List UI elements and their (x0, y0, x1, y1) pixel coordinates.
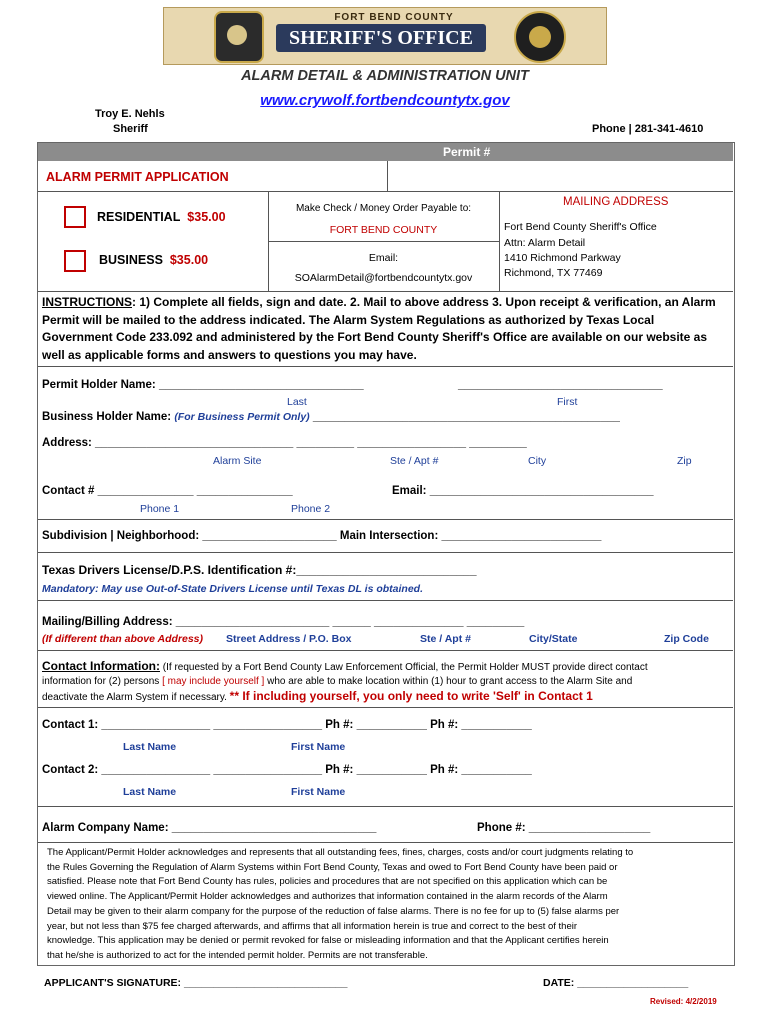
office-title: SHERIFF'S OFFICE (276, 24, 486, 52)
payable-to: FORT BEND COUNTY (329, 224, 438, 236)
badge-left-icon (214, 11, 264, 63)
street-caption: Street Address / P.O. Box (226, 633, 352, 645)
phone2-caption: Phone 2 (291, 503, 331, 515)
mailing-address-title: MAILING ADDRESS (563, 196, 669, 208)
header-banner (163, 7, 607, 65)
office-email[interactable]: SOAlarmDetail@fortbendcountytx.gov (294, 272, 473, 284)
revised-date: Revised: 4/2/2019 (650, 997, 717, 1006)
mailing-billing-field[interactable]: Mailing/Billing Address: ________________________ ______ ______________ _________ (42, 616, 525, 628)
unit-title: ALARM DETAIL & ADMINISTRATION UNIT (241, 68, 529, 84)
instructions-label: INSTRUCTIONS (42, 295, 132, 309)
zip-caption: Zip (677, 455, 692, 467)
phone1-caption: Phone 1 (140, 503, 180, 515)
permit-number-label: Permit # (443, 145, 491, 159)
contact1-first-caption: First Name (291, 741, 346, 753)
instructions: INSTRUCTIONS: 1) Complete all fields, sign and date. 2. Mail to above address 3. Upon receipt & verification, an Alarm Permit will be mailed to the address indicated. The Alarm System Regulations as authorized by Texas Local Government Code 233.092 and administered by the Fort Bend County Sheriff's Office are available on our website as well as applicable forms and answers to questions you may have. (42, 295, 716, 362)
date-field[interactable]: DATE: ___________________ (543, 977, 689, 989)
business-checkbox[interactable] (64, 250, 86, 272)
mailing-line-4: Richmond, TX 77469 (504, 267, 603, 279)
sheriff-title: Sheriff (113, 123, 148, 135)
email-label: Email: (368, 252, 399, 264)
contact2-first-caption: First Name (291, 786, 346, 798)
contact2-field[interactable]: Contact 2: _________________ _________________ Ph #: ___________ Ph #: ___________ (42, 764, 532, 776)
city-state-caption: City/State (529, 633, 578, 645)
contact-number-field[interactable]: Contact # _______________ _______________ (42, 485, 293, 497)
mailing-line-2: Attn: Alarm Detail (504, 237, 586, 249)
permit-holder-field[interactable]: Permit Holder Name: ________________________________ (42, 379, 364, 391)
contact-info-text: Contact Information: (If requested by a Fort Bend County Law Enforcement Official, the Permit Holder MUST provide direct contact information for (2) persons [ may include yourself ] who are able to make location within (1) hour to grant access to the Alarm Site and deactivate the Alarm System if necessary. ** If including yourself, you only need to write 'Self' in Contact 1 (42, 659, 648, 703)
mailing-line-3: 1410 Richmond Parkway (504, 252, 621, 264)
drivers-license-note: Mandatory: May use Out-of-State Drivers License until Texas DL is obtained. (42, 583, 423, 595)
business-holder-field[interactable]: Business Holder Name: (For Business Permit Only) ________________________________________________ (42, 411, 620, 423)
alarm-company-phone-field[interactable]: Phone #: ___________________ (477, 822, 651, 834)
mailing-note: (If different than above Address) (42, 633, 204, 645)
county-label: FORT BEND COUNTY (334, 12, 454, 23)
residential-label: RESIDENTIAL $35.00 (97, 210, 226, 224)
mailing-ste-caption: Ste / Apt # (420, 633, 471, 645)
alarm-site-caption: Alarm Site (213, 455, 262, 467)
subdivision-field[interactable]: Subdivision | Neighborhood: _____________________ Main Intersection: _________________________ (42, 530, 602, 542)
first-caption: First (557, 396, 578, 408)
city-caption: City (528, 455, 547, 467)
contact1-last-caption: Last Name (123, 741, 177, 753)
permit-holder-first-field[interactable]: ________________________________ (458, 379, 663, 391)
alarm-company-field[interactable]: Alarm Company Name: ________________________________ (42, 822, 377, 834)
zip-code-caption: Zip Code (664, 633, 709, 645)
last-caption: Last (287, 396, 307, 408)
permit-bar (38, 143, 733, 161)
contact2-last-caption: Last Name (123, 786, 177, 798)
holder-email-field[interactable]: Email: ___________________________________ (392, 485, 654, 497)
payable-label: Make Check / Money Order Payable to: (295, 203, 472, 214)
ste-apt-caption: Ste / Apt # (390, 455, 439, 467)
website-link[interactable]: www.crywolf.fortbendcountytx.gov (260, 92, 510, 109)
application-title: ALARM PERMIT APPLICATION (46, 170, 229, 184)
business-label: BUSINESS $35.00 (99, 253, 209, 267)
office-phone: Phone | 281-341-4610 (592, 123, 704, 135)
address-field[interactable]: Address: _______________________________ _________ _________________ _________ (42, 437, 527, 449)
seal-right-icon (514, 11, 566, 63)
acknowledgement-text: The Applicant/Permit Holder acknowledges and represents that all outstanding fees, fines, charges, costs and/or court judgments relating to the Rules Governing the Regulation of Alarm Systems within Fort Bend County, Texas and owed to Fort Bend County have been paid or satisfied. Please note that Fort Bend County has rules, policies and procedures that are not specified on this application which can be viewed online. The Applicant/Permit Holder acknowledges and authorizes that information contained in the alarm records of the Alarm Detail may be given to their alarm company for the purpose of the reduction of false alarms. There is no fee for up to (5) false alarms per year, but not less than $75 fee charged afterwards, and affirms that all information herein is true and correct to the best of their knowledge. This application may be denied or permit revoked for false or misleading information and that the Applicant certifies herein that he/she is authorized to act for the intended permit holder. Permits are not transferable. (47, 847, 634, 961)
mailing-line-1: Fort Bend County Sheriff's Office (504, 221, 657, 233)
drivers-license-field[interactable]: Texas Drivers License/D.P.S. Identification #:___________________________ (42, 563, 477, 577)
contact1-field[interactable]: Contact 1: _________________ _________________ Ph #: ___________ Ph #: ___________ (42, 719, 532, 731)
sheriff-name: Troy E. Nehls (95, 108, 165, 120)
residential-checkbox[interactable] (64, 206, 86, 228)
signature-field[interactable]: APPLICANT'S SIGNATURE: ____________________________ (44, 977, 348, 989)
